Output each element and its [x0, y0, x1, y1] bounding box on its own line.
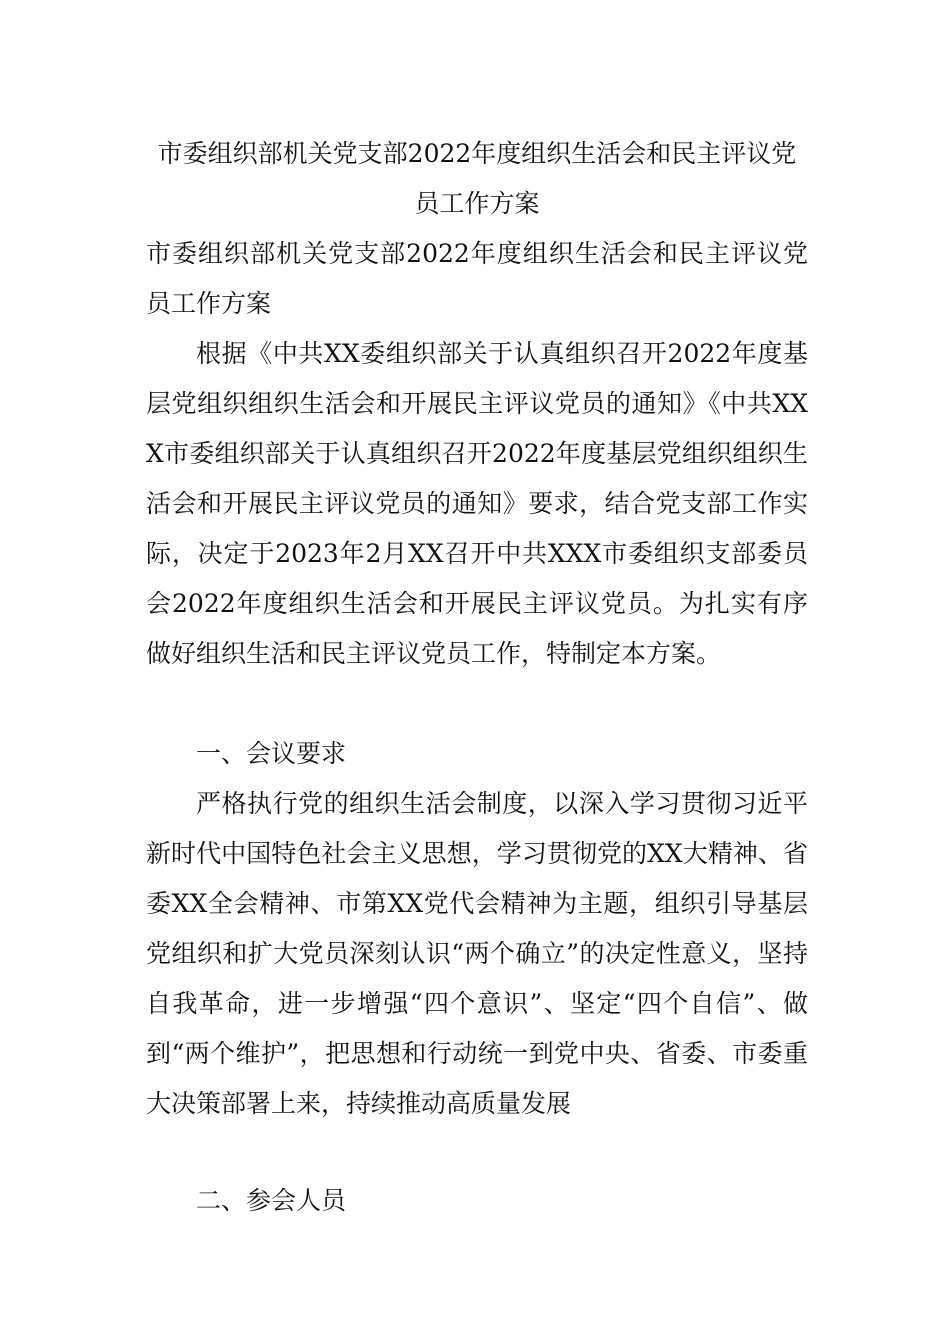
section-heading-attendees: 二、参会人员: [196, 1186, 347, 1215]
meeting-requirements-paragraph: 严格执行党的组织生活会制度，以深入学习贯彻习近平新时代中国特色社会主义思想，学习贯彻党的XX大精神、省委XX全会精神、市第XX党代会精神为主题，组织引导基层党组织和扩大党员深刻认识“两个确立”的决定性意义，坚持自我革命，进一步增强“四个意识”、坚定“四个自信”、做到“两个维护”，把思想和行动统一到党中央、省委、市委重大决策部署上来，持续推动高质量发展: [146, 789, 808, 1118]
section-heading-meeting-requirements: 一、会议要求: [196, 739, 347, 768]
document-title: 市委组织部机关党支部2022年度组织生活会和民主评议党员工作方案: [157, 139, 797, 218]
intro-paragraph: 根据《中共XX委组织部关于认真组织召开2022年度基层党组织组织生活会和开展民主评议党员的通知》《中共XXX市委组织部关于认真组织召开2022年度基层党组织组织生活会和开展民主评议党员的通知》要求，结合党支部工作实际，决定于2023年2月XX召开中共XXX市委组织支部委员会2022年度组织生活会和开展民主评议党员。为扎实有序做好组织生活和民主评议党员工作，特制定本方案。: [146, 339, 808, 668]
document-subtitle: 市委组织部机关党支部2022年度组织生活会和民主评议党员工作方案: [146, 239, 808, 318]
